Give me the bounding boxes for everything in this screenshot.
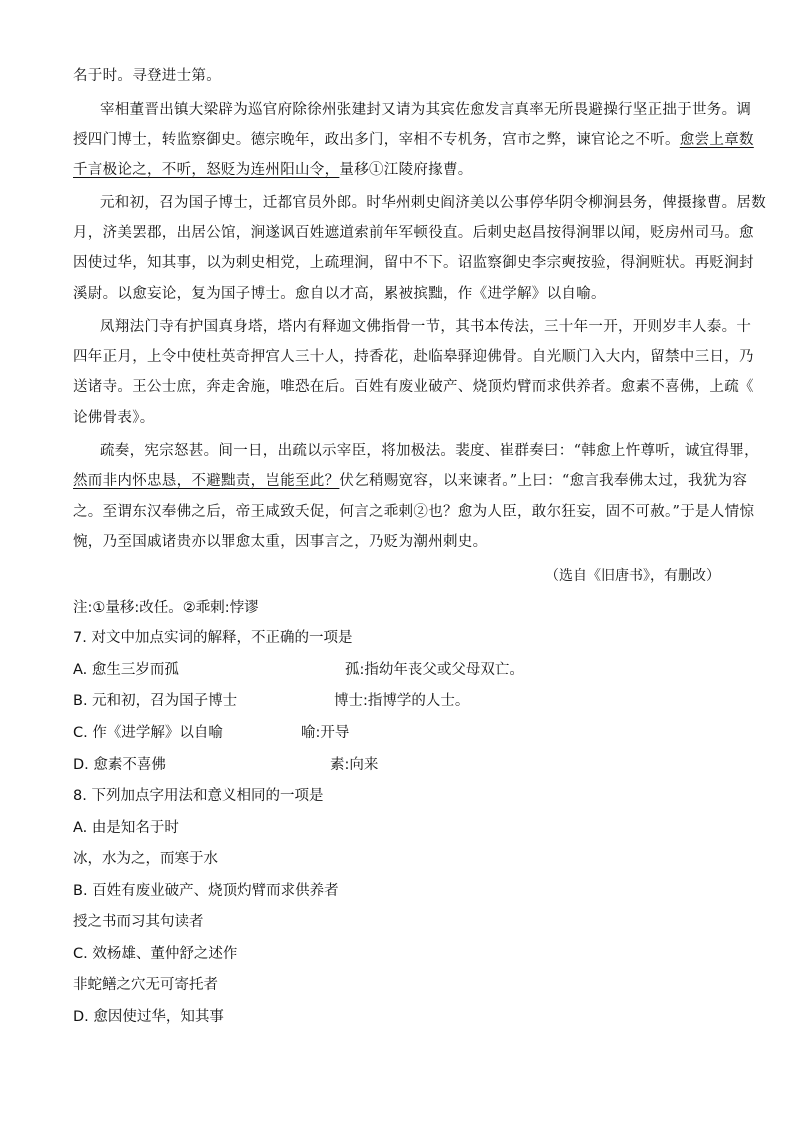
- question-8-line: 冰，水为之，而寒于水: [73, 851, 218, 867]
- passage-text: 伏乞稍赐宽容，以来谏者。”上曰：“愈言我奉佛太过，我犹为容: [339, 473, 748, 489]
- passage-line: 四年正月，上令中使杜英奇押宫人三十人，持香花，赴临皋驿迎佛骨。自光顺门入大内，留禁中三日，乃: [73, 349, 754, 365]
- passage-text: 量移①江陵府掾曹。: [339, 162, 473, 178]
- passage-text: 授四门博士，转监察御史。德宗晚年，政出多门，宰相不专机务，宫市之弊，谏官论之不听。: [73, 132, 680, 148]
- question-7-stem: 7. 对文中加点实词的解释，不正确的一项是: [73, 630, 353, 646]
- passage-line: [73, 471, 748, 491]
- question-7-option-b: B. 元和初，召为国子博士: [73, 693, 238, 709]
- passage-line: 名于时。寻登进士第。: [73, 68, 221, 84]
- question-8-line: C. 效杨雄、董仲舒之述作: [73, 946, 238, 962]
- question-7-option-d: D. 愈素不喜佛: [73, 757, 166, 773]
- question-7-gloss-a: 孤:指幼年丧父或父母双亡。: [345, 662, 524, 678]
- question-7-gloss-c: 喻:开导: [301, 725, 350, 741]
- passage-line: 论佛骨表》。: [73, 410, 155, 426]
- passage-line: [73, 160, 721, 180]
- question-8-line: A. 由是知名于时: [73, 820, 179, 836]
- passage-line: 之。至谓东汉奉佛之后，帝王咸致夭促，何言之乖剌②也？愈为人臣，敢尔狂妄，固不可赦。”于是人情惊: [73, 504, 755, 520]
- underlined-sentence: 愈尝上章数: [679, 132, 754, 148]
- passage-line: [73, 130, 754, 150]
- question-8-stem: 8. 下列加点字用法和意义相同的一项是: [73, 788, 324, 804]
- question-8-line: B. 百姓有废业破产、烧顶灼臂而求供养者: [73, 883, 339, 899]
- underlined-sentence: 然而非内怀忠恳，不避黜责，岂能至此？: [73, 473, 340, 489]
- footnote: 注:①量移:改任。②乖剌:悖谬: [73, 600, 259, 616]
- source-citation: （选自《旧唐书》，有删改）: [545, 568, 720, 584]
- passage-line: 元和初，召为国子博士，迁都官员外郎。时华州刺史阎济美以公事停华阴令柳涧县务，俾摄掾曹。居数: [100, 195, 766, 211]
- passage-line: 惋，乃至国戚诸贵亦以罪愈太重，因事言之，乃贬为潮州刺史。: [73, 534, 488, 550]
- passage-line: 因使过华，知其事，以为刺史相党，上疏理涧，留中不下。诏监察御史李宗奭按验，得涧赃状。再贬涧封: [73, 255, 754, 271]
- passage-line: 送诸寺。王公士庶，奔走舍施，唯恐在后。百姓有废业破产、烧顶灼臂而求供养者。愈素不喜佛，上疏《: [73, 379, 754, 395]
- question-8-line: 非蛇鳝之穴无可寄托者: [73, 977, 218, 993]
- passage-line: 溪尉。以愈妄论，复为国子博士。愈自以才高，累被摈黜，作《进学解》以自喻。: [73, 286, 606, 302]
- passage-line: 宰相董晋出镇大梁辟为巡官府除徐州张建封又请为其宾佐愈发言真率无所畏避操行坚正拙于世务。调: [100, 102, 752, 118]
- question-8-line: D. 愈因使过华，知其事: [73, 1009, 224, 1025]
- passage-line: 月，济美罢郡，出居公馆，涧遂讽百姓遮道索前年军顿役直。后刺史赵昌按得涧罪以闻，贬房州司马。愈: [73, 225, 754, 241]
- question-7-gloss-b: 博士:指博学的人士。: [334, 693, 470, 709]
- underlined-sentence: 千言极论之，不听，怒贬为连州阳山令，: [73, 162, 340, 178]
- question-7-option-c: C. 作《进学解》以自喻: [73, 725, 223, 741]
- passage-line: 凤翔法门寺有护国真身塔，塔内有释迦文佛指骨一节，其书本传法，三十年一开，开则岁丰人泰。十: [100, 319, 752, 335]
- passage-line: 疏奏，宪宗怒甚。间一日，出疏以示宰臣，将加极法。裴度、崔群奏曰：“韩愈上忤尊听，诚宜得罪，: [100, 443, 759, 459]
- question-7-gloss-d: 素:向来: [330, 757, 379, 773]
- question-8-line: 授之书而习其句读者: [73, 914, 204, 930]
- question-7-option-a: A. 愈生三岁而孤: [73, 662, 179, 678]
